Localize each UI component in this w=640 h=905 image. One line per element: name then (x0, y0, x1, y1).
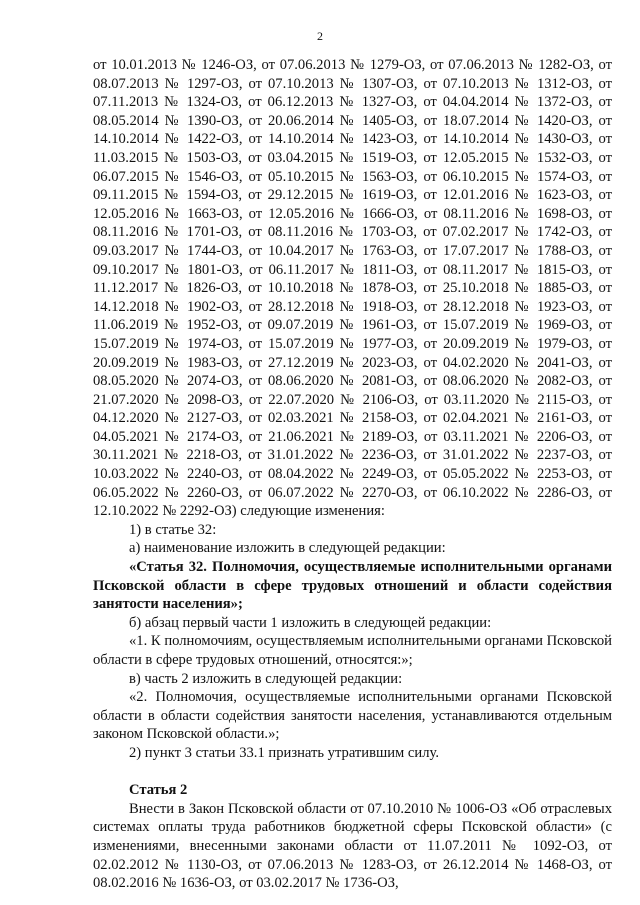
quote-2-paragraph: «2. Полномочия, осуществляемые исполнительными органами Псковской области в области содействия занятости населения, устанавливаются отдельным законом Псковской области.»; (93, 689, 612, 743)
quote-1-paragraph: «1. К полномочиям, осуществляемым исполнительными органами Псковской области в сфере трудовых отношений, относятся:»; (93, 633, 612, 668)
item-b-paragraph: б) абзац первый части 1 изложить в следующей редакции: (129, 614, 492, 631)
article-32-title-paragraph: «Статья 32. Полномочия, осуществляемые исполнительными органами Псковской области в сфере трудовых отношений и области содействия занятости населения»; (93, 559, 612, 613)
item-2-paragraph: 2) пункт 3 статьи 33.1 признать утратившим силу. (129, 744, 439, 761)
item-v-paragraph: в) часть 2 изложить в следующей редакции: (129, 670, 403, 687)
article-2-heading: Статья 2 (129, 782, 188, 799)
amendment-list-paragraph: от 10.01.2013 № 1246-ОЗ, от 07.06.2013 № 1279-ОЗ, от 07.06.2013 № 1282-ОЗ, от 08.07.2013 № 1297-ОЗ, от 07.10.2013 № 1307-ОЗ, от 07.10.2013 № 1312-ОЗ, от 07.11.2013 № 1324-ОЗ, от 06.12.2013 № 1327-ОЗ, от 04.04.2014 № 1372-ОЗ, от 08.05.2014 № 1390-ОЗ, от 20.06.2014 № 1405-ОЗ, от 18.07.2014 № 1420-ОЗ, от 14.10.2014 № 1422-ОЗ, от 14.10.2014 № 1423-ОЗ, от 14.10.2014 № 1430-ОЗ, от 11.03.2015 № 1503-ОЗ, от 03.04.2015 № 1519-ОЗ, от 12.05.2015 № 1532-ОЗ, от 06.07.2015 № 1546-ОЗ, от 05.10.2015 № 1563-ОЗ, от 06.10.2015 № 1574-ОЗ, от 09.11.2015 № 1594-ОЗ, от 29.12.2015 № 1619-ОЗ, от 12.01.2016 № 1623-ОЗ, от 12.05.2016 № 1663-ОЗ, от 12.05.2016 № 1666-ОЗ, от 08.11.2016 № 1698-ОЗ, от 08.11.2016 № 1701-ОЗ, от 08.11.2016 № 1703-ОЗ, от 07.02.2017 № 1742-ОЗ, от 09.03.2017 № 1744-ОЗ, от 10.04.2017 № 1763-ОЗ, от 17.07.2017 № 1788-ОЗ, от 09.10.2017 № 1801-ОЗ, от 06.11.2017 № 1811-ОЗ, от 08.11.2017 № 1815-ОЗ, от 11.12.2017 № 1826-ОЗ, от 10.10.2018 № 1878-ОЗ, от 25.10.2018 № 1885-ОЗ, от 14.12.2018 № 1902-ОЗ, от 28.12.2018 № 1918-ОЗ, от 28.12.2018 № 1923-ОЗ, от 11.06.2019 № 1952-ОЗ, от 09.07.2019 № 1961-ОЗ, от 15.07.2019 № 1969-ОЗ, от 15.07.2019 № 1974-ОЗ, от 15.07.2019 № 1977-ОЗ, от 20.09.2019 № 1979-ОЗ, от 20.09.2019 № 1983-ОЗ, от 27.12.2019 № 2023-ОЗ, от 04.02.2020 № 2041-ОЗ, от 08.05.2020 № 2074-ОЗ, от 08.06.2020 № 2081-ОЗ, от 08.06.2020 № 2082-ОЗ, от 21.07.2020 № 2098-ОЗ, от 22.07.2020 № 2106-ОЗ, от 03.11.2020 № 2115-ОЗ, от 04.12.2020 № 2127-ОЗ, от 02.03.2021 № 2158-ОЗ, от 02.04.2021 № 2161-ОЗ, от 04.05.2021 № 2174-ОЗ, от 21.06.2021 № 2189-ОЗ, от 03.11.2021 № 2206-ОЗ, от 30.11.2021 № 2218-ОЗ, от 31.01.2022 № 2236-ОЗ, от 31.01.2022 № 2237-ОЗ, от 10.03.2022 № 2240-ОЗ, от 08.04.2022 № 2249-ОЗ, от 05.05.2022 № 2253-ОЗ, от 06.05.2022 № 2260-ОЗ, от 06.07.2022 № 2270-ОЗ, от 06.10.2022 № 2286-ОЗ, от 12.10.2022 № 2292-ОЗ) следующие изменения: (93, 57, 612, 520)
section-spacer (93, 763, 612, 782)
page-number: 2 (317, 29, 323, 43)
document-body (93, 56, 612, 893)
article-2-paragraph: Внести в Закон Псковской области от 07.10.2010 № 1006-ОЗ «Об отраслевых системах оплаты труда работников бюджетной сферы Псковской области» (с изменениями, внесенными законами области от 11.07.2011 № 1092-ОЗ, от 02.02.2012 № 1130-ОЗ, от 07.06.2013 № 1283-ОЗ, от 26.12.2014 № 1468-ОЗ, от 08.02.2016 № 1636-ОЗ, от 03.02.2017 № 1736-ОЗ, (93, 800, 612, 892)
item-1-paragraph: 1) в статье 32: (129, 521, 217, 538)
item-a-paragraph: а) наименование изложить в следующей редакции: (129, 540, 446, 557)
